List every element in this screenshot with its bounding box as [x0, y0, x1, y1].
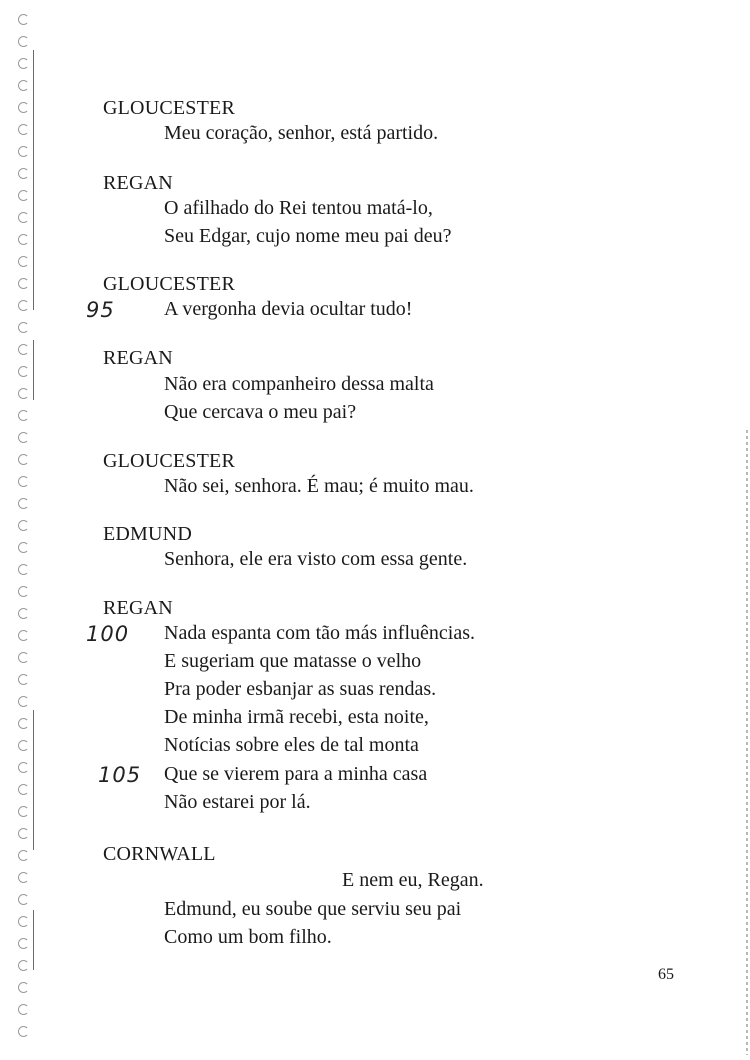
handwritten-line-number: 100: [86, 622, 130, 646]
verse-line: Pra poder esbanjar as suas rendas.: [164, 678, 437, 700]
binding-edge: [33, 910, 34, 970]
handwritten-line-number: 105: [98, 763, 142, 787]
binding-ring: [18, 762, 29, 773]
binding-ring: [18, 102, 29, 113]
binding-ring: [18, 916, 29, 927]
binding-ring: [18, 894, 29, 905]
binding-ring: [18, 630, 29, 641]
binding-ring: [18, 806, 29, 817]
verse-line: De minha irmã recebi, esta noite,: [164, 706, 429, 728]
verse-line: Não era companheiro dessa malta: [164, 373, 434, 395]
binding-ring: [18, 168, 29, 179]
binding-ring: [18, 740, 29, 751]
verse-line: E sugeriam que matasse o velho: [164, 650, 422, 672]
binding-ring: [18, 256, 29, 267]
binding-ring: [18, 828, 29, 839]
binding-ring: [18, 476, 29, 487]
binding-ring: [18, 850, 29, 861]
binding-ring: [18, 234, 29, 245]
binding-ring: [18, 982, 29, 993]
binding-ring: [18, 872, 29, 883]
speaker-name: CORNWALL: [103, 843, 216, 865]
binding-edge: [33, 270, 34, 310]
binding-ring: [18, 14, 29, 25]
binding-ring: [18, 652, 29, 663]
binding-ring: [18, 454, 29, 465]
speaker-name: REGAN: [103, 172, 173, 194]
page-edge-shadow: [746, 430, 748, 1055]
verse-line: Meu coração, senhor, está partido.: [164, 122, 439, 144]
verse-line: Seu Edgar, cujo nome meu pai deu?: [164, 225, 452, 247]
binding-ring: [18, 784, 29, 795]
binding-ring: [18, 322, 29, 333]
binding-ring: [18, 146, 29, 157]
binding-ring: [18, 388, 29, 399]
speaker-name: GLOUCESTER: [103, 97, 235, 119]
binding-ring: [18, 542, 29, 553]
speaker-name: REGAN: [103, 347, 173, 369]
binding-ring: [18, 410, 29, 421]
binding-edge: [33, 710, 34, 850]
speaker-name: GLOUCESTER: [103, 273, 235, 295]
binding-ring: [18, 36, 29, 47]
binding-ring: [18, 58, 29, 69]
binding-ring: [18, 212, 29, 223]
binding-edge: [33, 340, 34, 400]
binding-ring: [18, 696, 29, 707]
binding-ring: [18, 718, 29, 729]
page-number: 65: [658, 966, 674, 983]
binding-ring: [18, 586, 29, 597]
binding-ring: [18, 300, 29, 311]
binding-ring: [18, 498, 29, 509]
verse-line: E nem eu, Regan.: [342, 869, 484, 891]
handwritten-line-number: 95: [86, 298, 115, 322]
speaker-name: GLOUCESTER: [103, 450, 235, 472]
binding-ring: [18, 608, 29, 619]
speaker-name: EDMUND: [103, 523, 192, 545]
spiral-binding: [14, 10, 40, 1055]
verse-line: Edmund, eu soube que serviu seu pai: [164, 898, 462, 920]
binding-ring: [18, 674, 29, 685]
binding-ring: [18, 278, 29, 289]
binding-ring: [18, 960, 29, 971]
speaker-name: REGAN: [103, 597, 173, 619]
binding-ring: [18, 124, 29, 135]
verse-line: Não estarei por lá.: [164, 791, 311, 813]
binding-ring: [18, 80, 29, 91]
binding-ring: [18, 432, 29, 443]
binding-edge: [33, 50, 34, 140]
binding-ring: [18, 190, 29, 201]
binding-ring: [18, 1026, 29, 1037]
verse-line: Que se vierem para a minha casa: [164, 763, 428, 785]
binding-ring: [18, 344, 29, 355]
binding-ring: [18, 564, 29, 575]
verse-line: Notícias sobre eles de tal monta: [164, 734, 419, 756]
verse-line: Nada espanta com tão más influências.: [164, 622, 475, 644]
binding-ring: [18, 366, 29, 377]
verse-line: Como um bom filho.: [164, 926, 332, 948]
binding-ring: [18, 1004, 29, 1015]
verse-line: Senhora, ele era visto com essa gente.: [164, 548, 468, 570]
binding-ring: [18, 520, 29, 531]
verse-line: Que cercava o meu pai?: [164, 401, 357, 423]
verse-line: Não sei, senhora. É mau; é muito mau.: [164, 475, 474, 497]
binding-ring: [18, 938, 29, 949]
verse-line: A vergonha devia ocultar tudo!: [164, 298, 413, 320]
verse-line: O afilhado do Rei tentou matá-lo,: [164, 197, 433, 219]
